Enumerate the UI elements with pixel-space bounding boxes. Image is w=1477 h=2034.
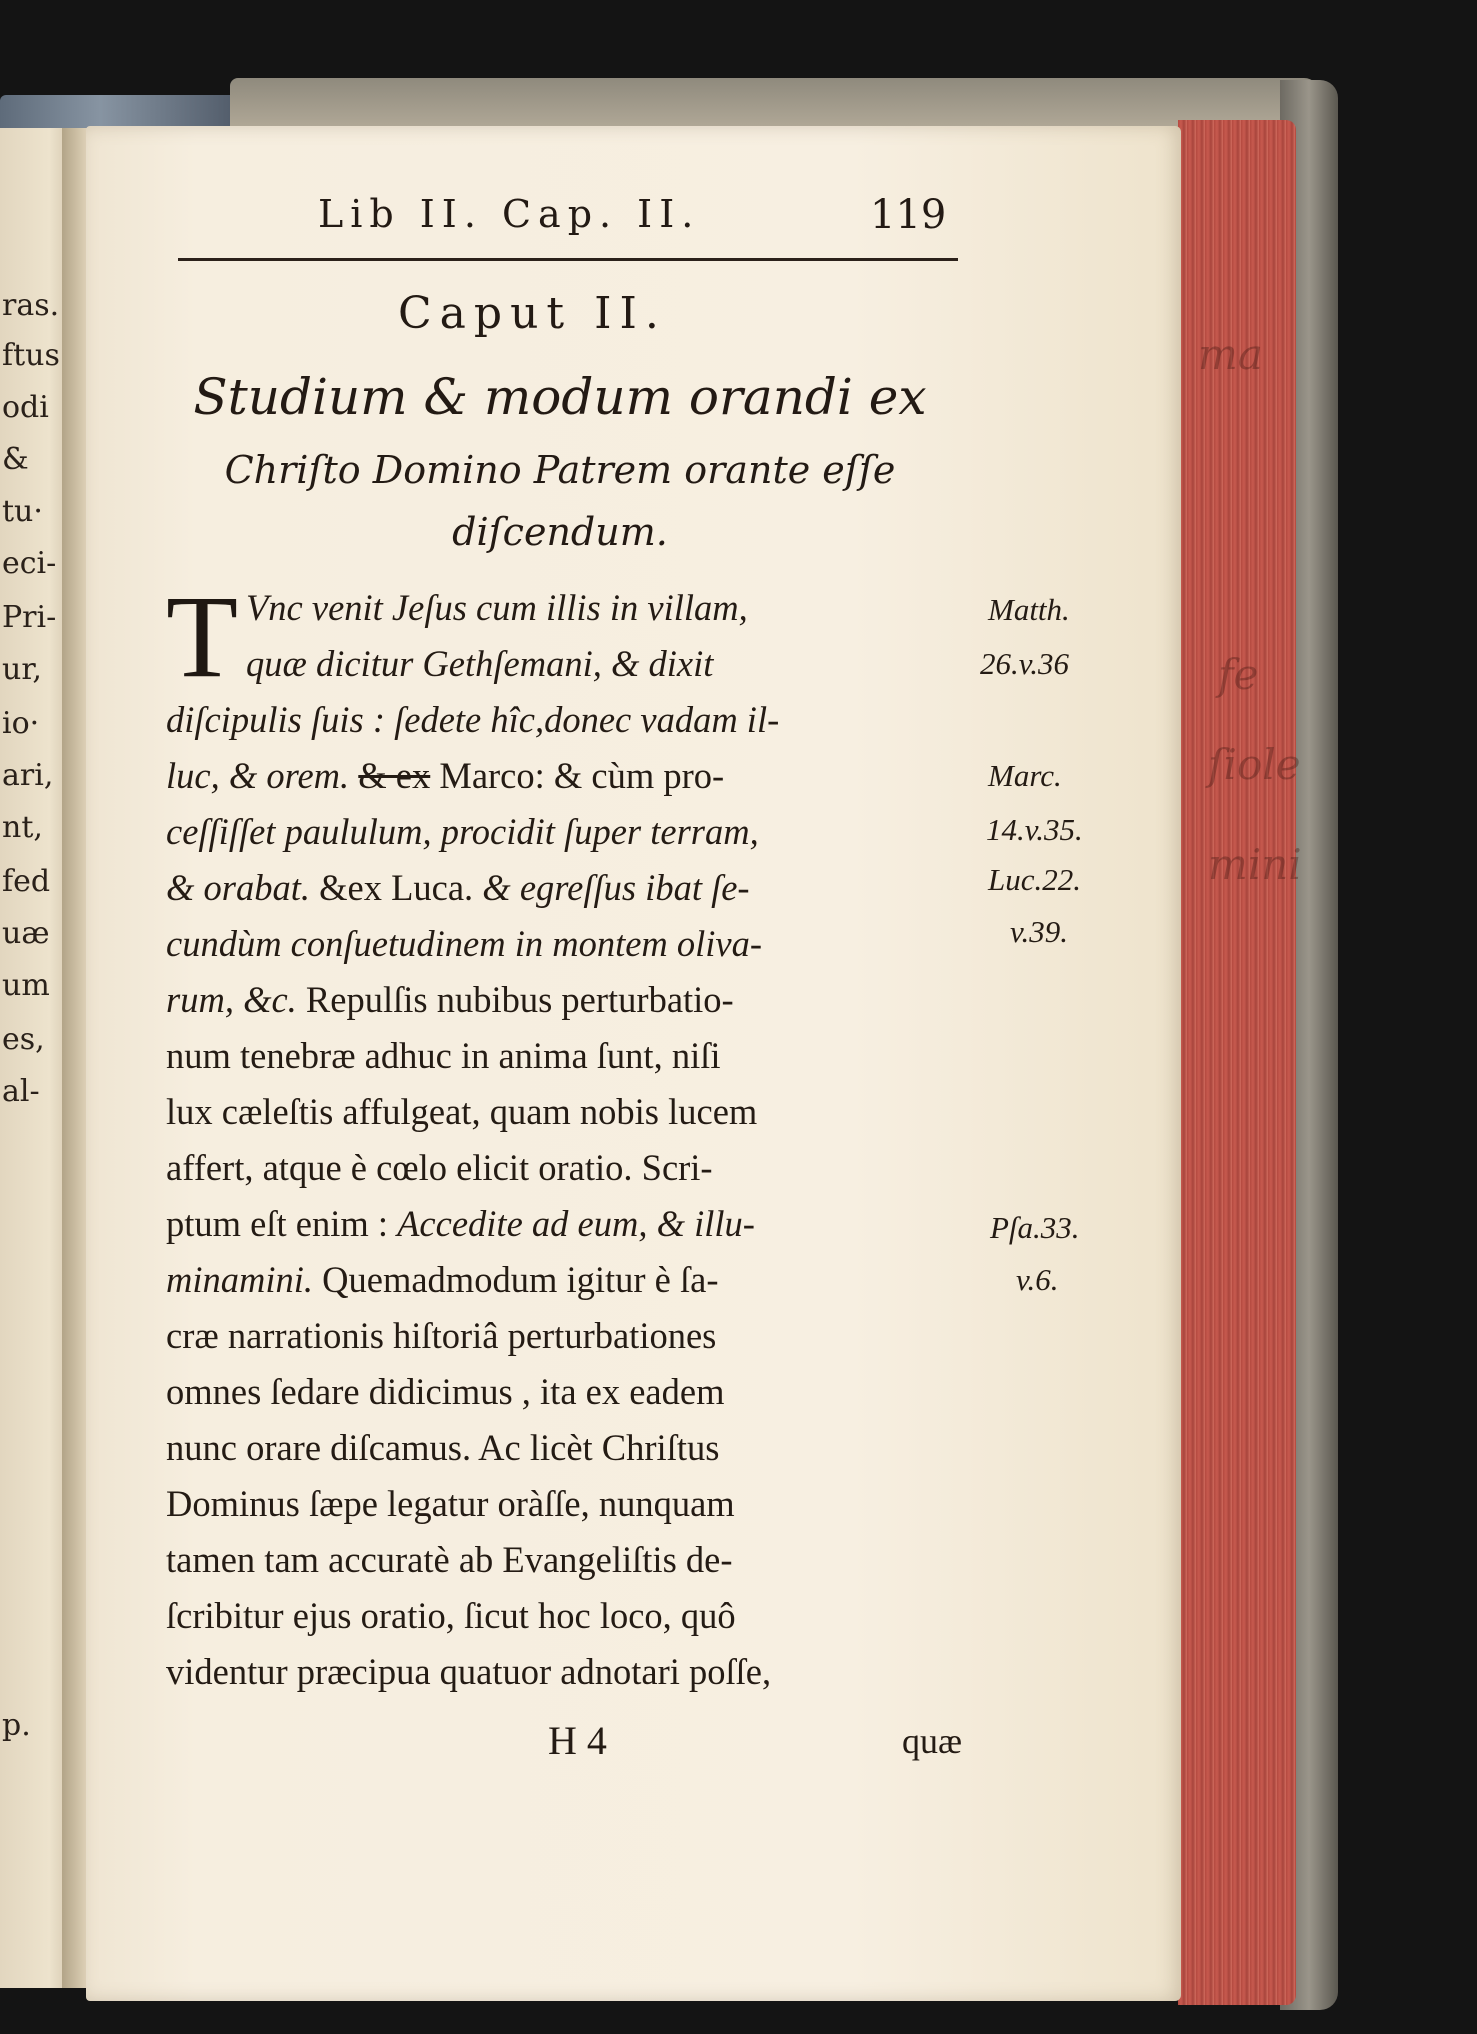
left-page-fragment: odi — [2, 390, 49, 425]
margin-note: Matth. — [988, 592, 1070, 627]
body-phrase: &ex Luca. — [319, 867, 474, 908]
body-line: ſcribitur ejus oratio, ſicut hoc loco, quô — [166, 1595, 736, 1636]
chapter-title: Caput II. — [398, 288, 667, 339]
body-line: nunc orare diſcamus. Ac licèt Chriſtus — [166, 1427, 720, 1468]
body-line — [166, 1258, 719, 1301]
struck-phrase: & ex — [358, 755, 431, 796]
left-page-fragment: ur, — [2, 652, 42, 687]
margin-note: Marc. — [988, 758, 1062, 793]
body-line: omnes ſedare didicimus , ita ex eadem — [166, 1371, 725, 1412]
left-page-fragment: al- — [2, 1074, 40, 1109]
fore-edge-mark: ſiole — [1208, 740, 1301, 789]
body-line: cundùm conſuetudinem in montem oliva- — [166, 923, 763, 964]
body-line — [166, 866, 750, 909]
fore-edge-mark: ma — [1198, 330, 1263, 379]
body-line — [166, 754, 724, 797]
left-page-fragment: io· — [2, 706, 40, 741]
body-phrase: Marco: & cùm pro- — [439, 755, 725, 796]
left-page-fragment: nt, — [2, 810, 43, 845]
body-phrase: luc, & orem. — [166, 755, 350, 796]
margin-note: v.6. — [1016, 1262, 1059, 1297]
page-number: 119 — [870, 192, 947, 238]
body-line — [166, 1202, 755, 1245]
header-rule — [178, 258, 958, 261]
body-phrase: ptum eſt enim : — [166, 1203, 389, 1244]
left-page-fragment: fed — [2, 864, 51, 899]
body-line: videntur præcipua quatuor adnotari poſſe, — [166, 1651, 772, 1692]
fore-edge-mark: mini — [1208, 840, 1302, 889]
left-page-fragment: es, — [2, 1022, 45, 1057]
drop-cap: T — [166, 571, 239, 702]
body-line: affert, atque è cœlo elicit oratio. Scri- — [166, 1147, 713, 1188]
body-phrase: rum, &c. — [166, 979, 297, 1020]
left-page-fragment: ari, — [2, 758, 54, 793]
left-page-fragment: um — [2, 968, 50, 1003]
subtitle-line: diſcendum. — [452, 510, 668, 554]
body-line: tamen tam accuratè ab Evangeliſtis de- — [166, 1539, 733, 1580]
body-phrase: Accedite ad eum, & illu- — [397, 1203, 755, 1244]
catchword: quæ — [902, 1721, 963, 1761]
left-page-fragment: ftus — [2, 338, 60, 373]
body-line: ceſſiſſet paululum, procidit ſuper terram, — [166, 811, 759, 852]
body-line — [166, 978, 734, 1021]
body-phrase: & orabat. — [166, 867, 310, 908]
margin-note: Pſa.33. — [990, 1210, 1080, 1245]
body-line: cræ narrationis hiſtoriâ perturbationes — [166, 1315, 717, 1356]
left-page-fragment: uæ — [2, 916, 50, 951]
margin-note: v.39. — [1010, 914, 1068, 949]
subtitle-line: Studium & modum orandi ex — [193, 368, 927, 426]
margin-note: Luc.22. — [988, 862, 1081, 897]
body-phrase: & egreſſus ibat ſe- — [482, 867, 750, 908]
signature-mark: H 4 — [548, 1718, 607, 1763]
subtitle-line: Chriſto Domino Patrem orante eſſe — [224, 448, 896, 492]
body-phrase: Quemadmodum igitur è ſa- — [322, 1259, 719, 1300]
body-line: Dominus ſæpe legatur oràſſe, nunquam — [166, 1483, 735, 1524]
left-page-fragment: tu· — [2, 494, 43, 529]
body-line: Vnc venit Jeſus cum illis in villam, — [246, 587, 748, 628]
margin-note: 14.v.35. — [986, 812, 1083, 847]
red-fore-edge — [1178, 120, 1302, 2005]
running-head: Lib II. Cap. II. — [318, 192, 701, 236]
body-phrase: minamini. — [166, 1259, 314, 1300]
body-phrase: Repulſis nubibus perturbatio- — [305, 979, 734, 1020]
margin-note: 26.v.36 — [980, 646, 1069, 681]
left-page-fragment: p. — [2, 1708, 31, 1743]
left-page-fragment: Pri- — [2, 600, 57, 635]
left-page-fragment: eci- — [2, 546, 57, 581]
left-page-fragment: ras. — [2, 288, 60, 323]
body-line: quæ dicitur Gethſemani, & dixit — [246, 643, 714, 684]
fore-edge-mark: fe — [1218, 650, 1259, 699]
body-line: lux cæleſtis affulgeat, quam nobis lucem — [166, 1091, 758, 1132]
body-line: num tenebræ adhuc in anima ſunt, niſi — [166, 1035, 721, 1076]
body-line: diſcipulis ſuis : ſedete hîc,donec vadam il- — [166, 699, 780, 740]
left-page-fragment: & — [2, 442, 29, 477]
